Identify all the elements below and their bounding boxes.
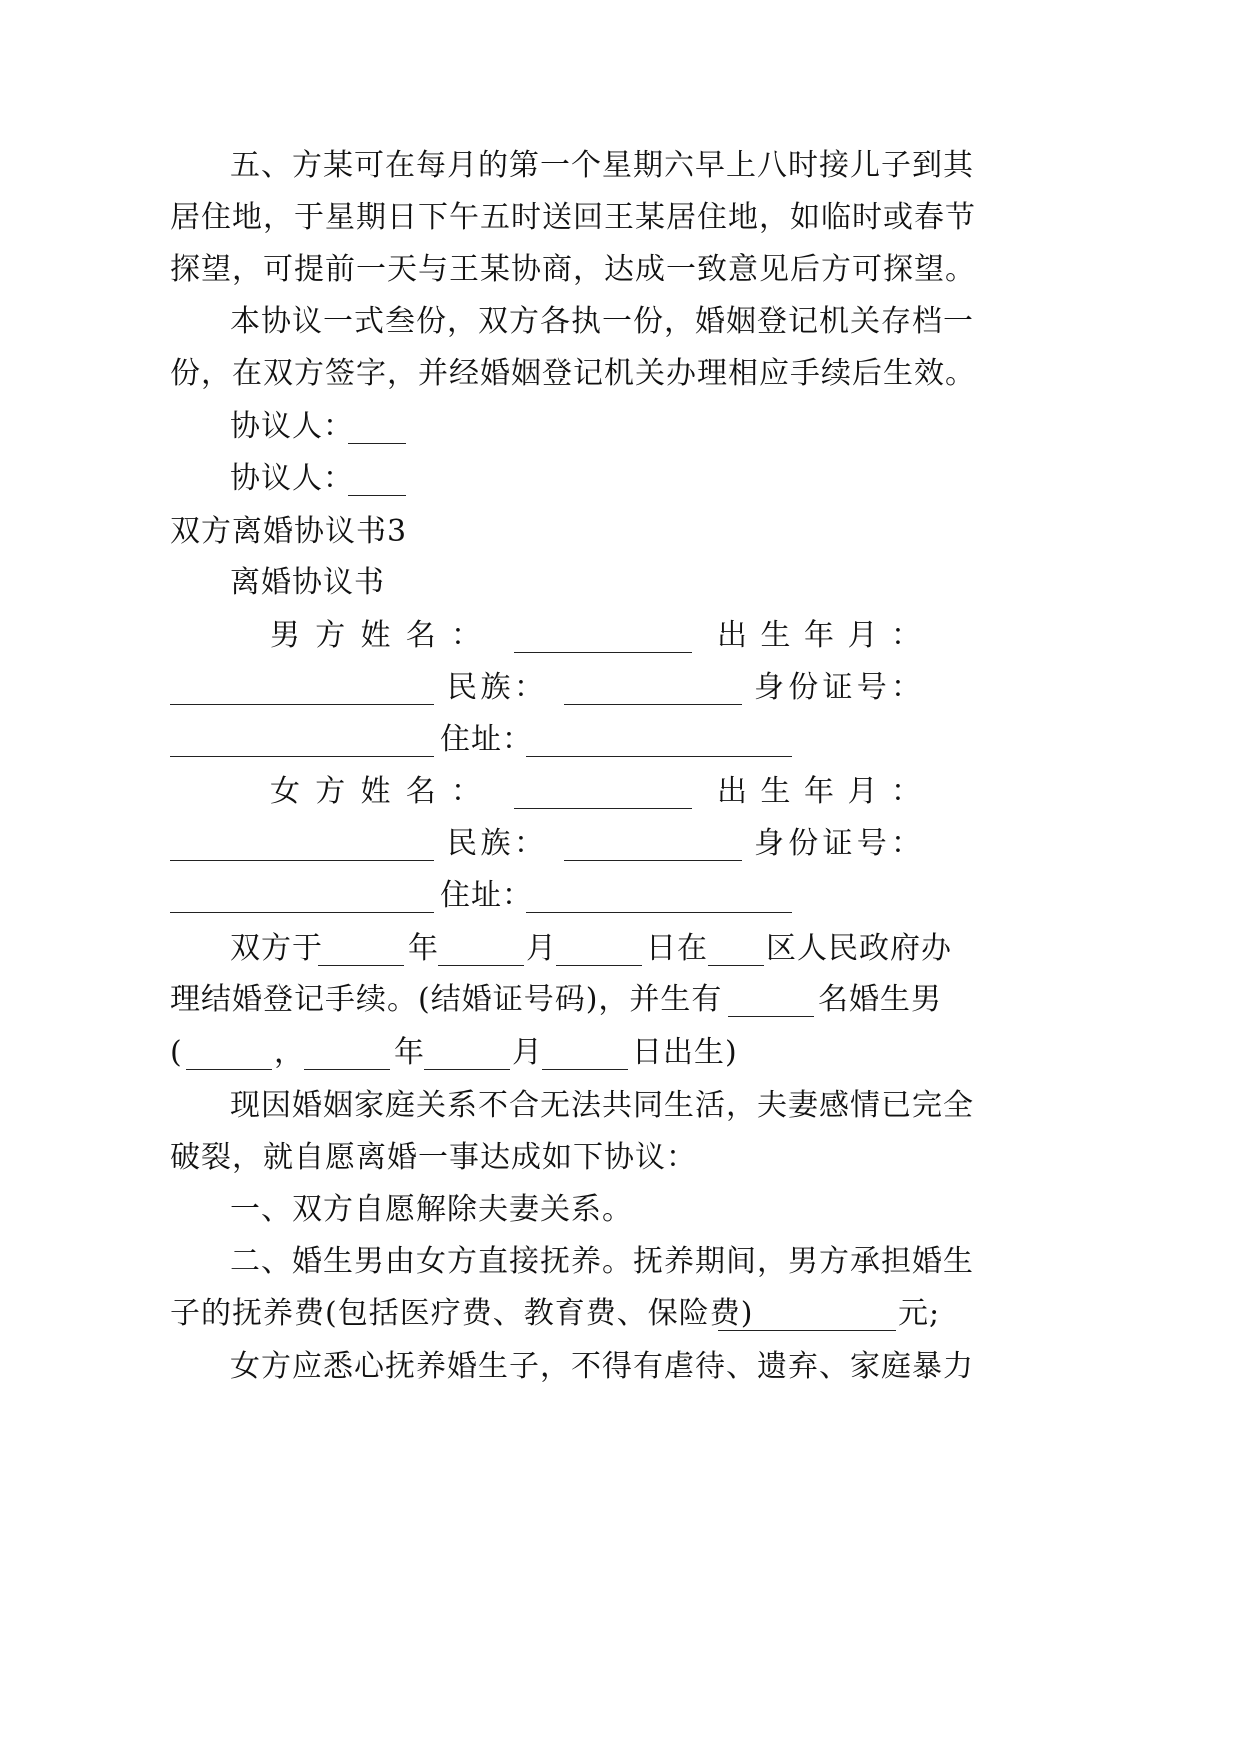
marriage-text-2b: 名婚生男 (818, 982, 942, 1017)
copies-text-1: 本协议一式叁份，双方各执一份，婚姻登记机关存档一 (230, 304, 974, 339)
female-id-blank (170, 912, 434, 913)
marriage-text-1e: 区人民政府办 (766, 931, 952, 966)
male-name-blank (514, 652, 692, 653)
female-info-line-1 (0, 763, 1241, 821)
marriage-day-blank (556, 965, 642, 966)
child-birth-month-blank (424, 1069, 510, 1070)
male-name-label: 男 方 姓 名 ： (270, 618, 482, 653)
marriage-line-3 (0, 1024, 1241, 1082)
marriage-text-3d: 月 (512, 1035, 543, 1070)
clause-2-text-1: 二、婚生男由女方直接抚养。抚养期间，男方承担婚生 (230, 1244, 974, 1279)
male-birth-blank (170, 704, 434, 705)
male-ethnicity-blank (564, 704, 742, 705)
copies-text-2: 份，在双方签字，并经婚姻登记机关办理相应手续后生效。 (170, 356, 976, 391)
female-ethnicity-label: 民 族 ： (447, 826, 545, 861)
child-birth-day-blank (542, 1069, 628, 1070)
clause-2-text-2a: 子的抚养费(包括医疗费、教育费、保险费) (170, 1296, 754, 1331)
section-title-line (0, 503, 1241, 561)
clause-1-text: 一、双方自愿解除夫妻关系。 (230, 1192, 633, 1227)
male-id-label: 身 份 证 号 ： (754, 670, 922, 705)
female-birth-blank (170, 860, 434, 861)
male-ethnicity-label: 民 族 ： (447, 670, 545, 705)
support-fee-blank (718, 1330, 896, 1331)
marriage-text-3b: ， (274, 1035, 305, 1070)
marriage-text-1a: 双方于 (230, 931, 323, 966)
male-address-blank (526, 756, 792, 757)
male-id-blank (170, 756, 434, 757)
marriage-text-3e: 日出生) (632, 1035, 738, 1070)
male-birth-label: 出 生 年 月 ： (717, 618, 922, 653)
female-birth-label: 出 生 年 月 ： (717, 774, 922, 809)
clause-2-line-1 (0, 1233, 1241, 1291)
section-title: 双方离婚协议书3 (170, 514, 408, 549)
female-ethnicity-blank (564, 860, 742, 861)
signer-label-2: 协议人： (230, 461, 354, 496)
reason-text-2: 破裂，就自愿离婚一事达成如下协议： (170, 1140, 697, 1175)
marriage-line-1 (0, 920, 1241, 978)
agreement-title-line (0, 554, 1241, 612)
signer-line-1 (0, 398, 1241, 456)
signer-label-1: 协议人： (230, 409, 354, 444)
copies-line-2 (0, 345, 1241, 403)
clause-3-line (0, 1338, 1241, 1396)
signer-blank-2 (348, 495, 406, 496)
clause-5-text-2: 居住地，于星期日下午五时送回王某居住地，如临时或春节 (170, 200, 976, 235)
agreement-title: 离婚协议书 (230, 565, 385, 600)
clause-1-line (0, 1181, 1241, 1239)
clause-3-text: 女方应悉心抚养婚生子，不得有虐待、遗弃、家庭暴力 (230, 1349, 974, 1384)
clause-5-line-3 (0, 241, 1241, 299)
copies-line-1 (0, 293, 1241, 351)
child-name-blank (186, 1069, 272, 1070)
children-count-blank (728, 1016, 814, 1017)
marriage-district-blank (708, 965, 764, 966)
male-info-line-2 (0, 659, 1241, 717)
signer-blank-1 (348, 443, 406, 444)
female-address-label: 住址： (440, 878, 533, 913)
clause-2-text-2b: 元; (898, 1296, 941, 1331)
child-birth-year-blank (304, 1069, 390, 1070)
clause-5-text-3: 探望，可提前一天与王某协商，达成一致意见后方可探望。 (170, 252, 976, 287)
marriage-line-2 (0, 971, 1241, 1029)
female-name-label: 女 方 姓 名 ： (270, 774, 482, 809)
clause-5-line-1 (0, 137, 1241, 195)
marriage-year-blank (318, 965, 404, 966)
marriage-text-1b: 年 (408, 931, 439, 966)
marriage-text-2a: 理结婚登记手续。(结婚证号码)，并生有 (170, 982, 723, 1017)
clause-2-line-2 (0, 1285, 1241, 1343)
reason-line-2 (0, 1129, 1241, 1187)
reason-text-1: 现因婚姻家庭关系不合无法共同生活，夫妻感情已完全 (230, 1088, 974, 1123)
clause-5-line-2 (0, 189, 1241, 247)
marriage-text-1d: 日在 (646, 931, 708, 966)
female-name-blank (514, 808, 692, 809)
female-info-line-2 (0, 815, 1241, 873)
female-info-line-3 (0, 867, 1241, 925)
marriage-month-blank (438, 965, 524, 966)
clause-5-text-1: 五、方某可在每月的第一个星期六早上八时接儿子到其 (230, 148, 974, 183)
male-address-label: 住址： (440, 722, 533, 757)
female-address-blank (526, 912, 792, 913)
male-info-line-1 (0, 607, 1241, 665)
marriage-text-3a: ( (170, 1035, 183, 1070)
marriage-text-3c: 年 (394, 1035, 425, 1070)
reason-line-1 (0, 1077, 1241, 1135)
signer-line-2 (0, 450, 1241, 508)
female-id-label: 身 份 证 号 ： (754, 826, 922, 861)
marriage-text-1c: 月 (526, 931, 557, 966)
male-info-line-3 (0, 711, 1241, 769)
